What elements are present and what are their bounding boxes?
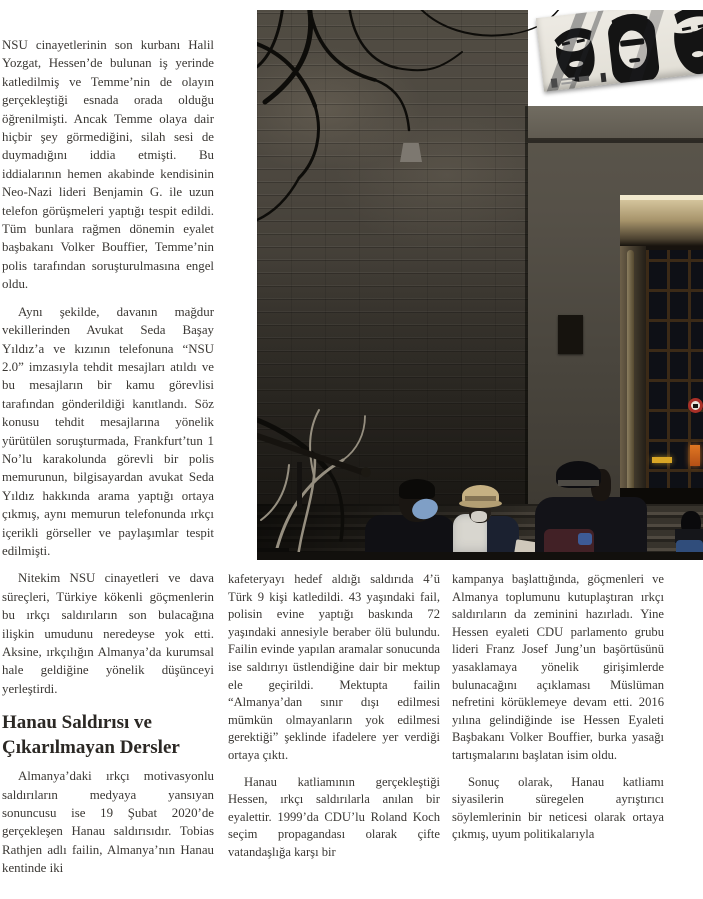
paragraph: kafeteryayı hedef aldığı saldırıda 4’ü Türk 9 kişi katledildi. 43 yaşındaki fail, polisin evine yaptığı baskında 72 yaşındaki annesiyle beraber ölü bulundu. Failin evinde yapılan aramalar sonucunda ise saldırıyı üstlendiğine dair bir mektup ele geçirildi. Mektupta failin “Almanya’dan sınır dışı edilmesi mümkün olmayanların yok edilmesi gerektiği” şeklinde ifadelere yer verdiği ortaya çıktı. bbox=[228, 572, 440, 762]
person-hat-mask bbox=[471, 511, 487, 522]
photo-bottom-shadow bbox=[257, 552, 703, 560]
section-heading: Hanau Saldırısı ve Çıkarılmayan Dersler bbox=[2, 712, 180, 758]
paragraph: Hanau katliamının gerçekleştiği Hessen, ırkçı saldırılarla anılan bir eyalettir. 1999’da CDU’lu Roland Koch seçim propagandası olarak çifte vatandaşlığa karşı bir bbox=[228, 774, 440, 859]
paragraph: kampanya başlattığında, göçmenleri ve Almanya toplumunu kutuplaştıran ırkçı saldırıların da zeminini hazırladı. Yine Hessen eyaleti CDU parlamento grubu lideri Franz Josef Jung’un başörtüsünü yasaklamaya yönelik girişimlerde bulunacağını açıklaması Müslüman nefretini körüklemeye devam etti. 2016 yılına gelindiğinde ise Hessen Eyaleti Başbakanı Volker Bouffier, burka yasağı tartışmalarını başlatan isim oldu. bbox=[452, 572, 664, 762]
paragraph: Nitekim NSU cinayetleri ve dava süreçleri, Türkiye kökenli göçmenlerin bu ırkçı saldırıların son bulacağına ilişkin umudunu neredeyse yok etti. Aksine, ırkçılığın Almanya’da kurumsal hale geldiğine yönelik düşünceyi yerleştirdi. bbox=[2, 571, 214, 696]
cap-band bbox=[558, 480, 599, 486]
article-photo-building-entrance bbox=[257, 10, 703, 560]
hat-band bbox=[465, 496, 496, 501]
person-blue-mask-hair bbox=[399, 479, 435, 499]
blue-logo-patch bbox=[578, 533, 592, 545]
tree-branches bbox=[257, 10, 703, 560]
paragraph: Almanya’daki ırkçı motivasyonlu saldırıların medyaya yansıyan sonuncusu ise 19 Şubat 2020’de gerçekleşen Hanau saldırısıdır. Tobias Rathjen adlı failin, Almanya’nın Hanau kentinde iki bbox=[2, 769, 214, 876]
paragraph: Sonuç olarak, Hanau katliamı siyasilerin süregelen ayrıştırıcı söylemlerinin bir neticesi olarak ortaya çıkmış, uyum politikalarıyla bbox=[452, 774, 664, 842]
left-column bbox=[2, 36, 214, 896]
handrail-post bbox=[297, 462, 302, 508]
paragraph: Aynı şekilde, davanın mağdur vekillerinden Avukat Seda Başay Yıldız’a ve kızının telefonuna “NSU 2.0” imzasıyla tehdit mesajları atıldı ve bu mesajların bir kamu görevlisi tarafından gönderildiği kanıtlandı. Söz konusu tehdit mesajlarına yönelik yürütülen soruşturmada, Frankfurt’tun 1 No’lu karakolunda görevli bir polis memurunun, bilgisayardan avukat Seda Yıldız hakkında arama yaptığı ortaya çıkmış, aynı memurun telefonunda ırkçı içerikli görseller ve paylaşımlar tespit edilmişti. bbox=[2, 304, 214, 558]
middle-column bbox=[228, 571, 440, 897]
paragraph: NSU cinayetlerinin son kurbanı Halil Yozgat, Hessen’de bulunan iş yerinde katledilmiş ve Temme’nin de olayın gerçekleştiği esnada orada olduğu öğrenilmişti. Ancak Temme olaya dair hiçbir şey görmediğini, silah sesi de duymadığını iddia etmişti. Bu iddialarının hemen akabinde kendisinin Neo-Nazi lideri Benjamin G. ile uzun telefon görüşmeleri yaptığı tespit edildi. Tüm bunlara rağmen dönemin eyalet başbakanı Volker Bouffier, Temme’nin polis tarafından soruşturulmasına engel oldu. bbox=[2, 38, 214, 292]
right-column bbox=[452, 571, 664, 897]
